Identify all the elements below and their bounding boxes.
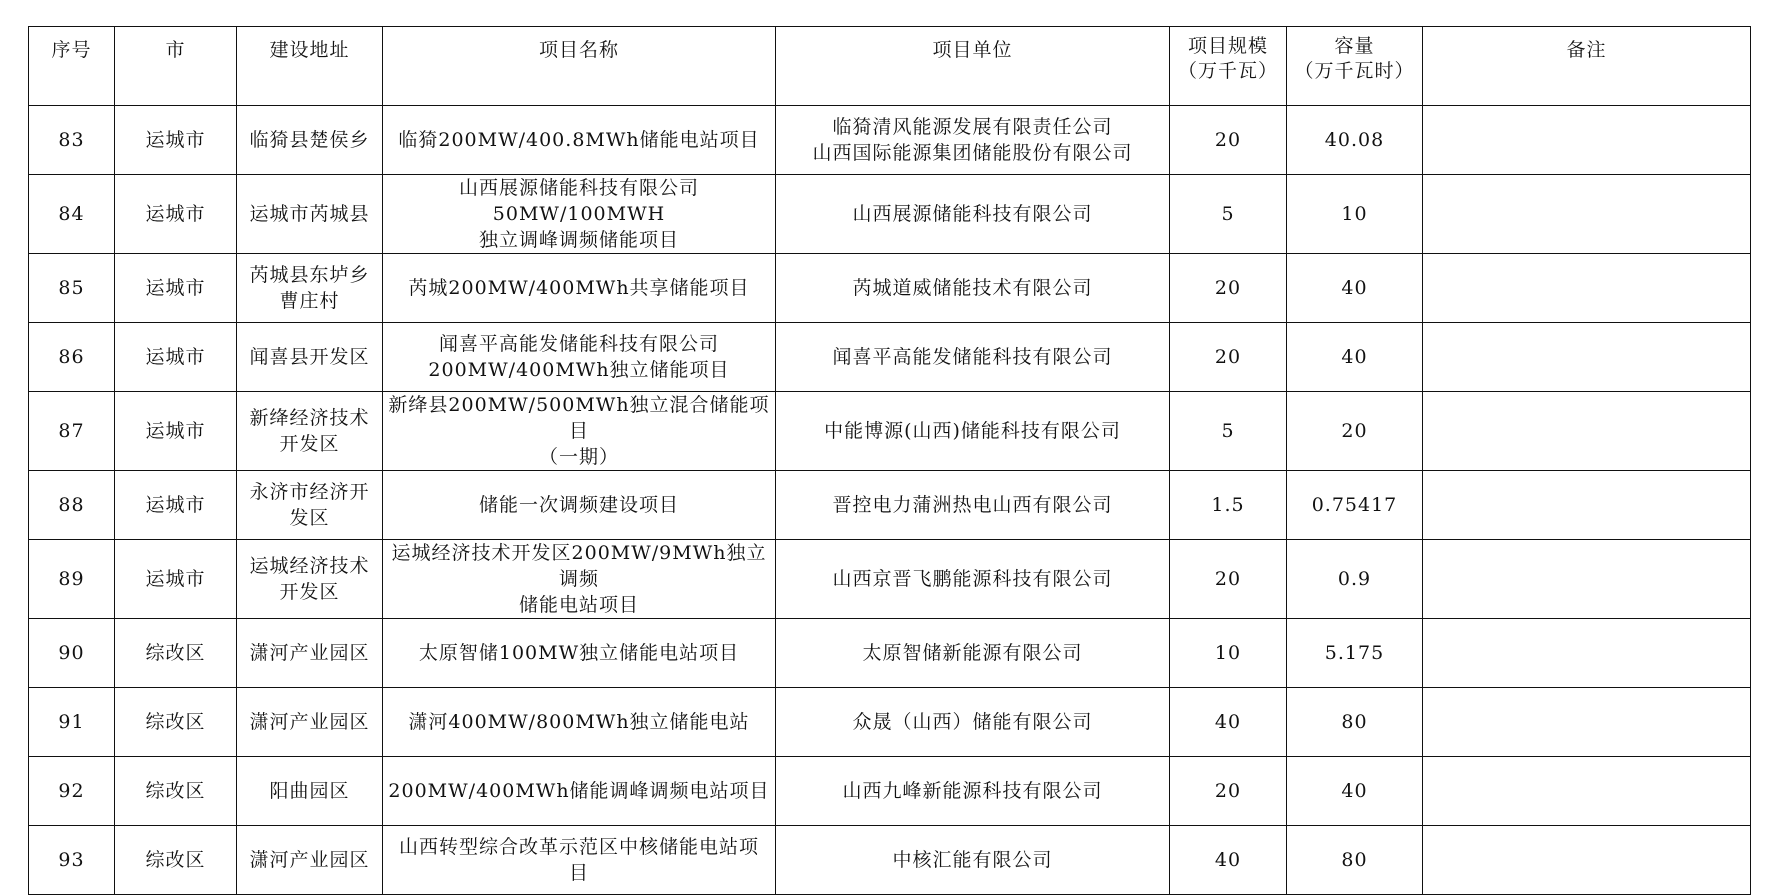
table-header (29, 27, 1751, 106)
cell-index (29, 826, 115, 895)
table-row (29, 540, 1751, 619)
cell-city (115, 106, 237, 175)
table-row (29, 106, 1751, 175)
cell-remarks (1423, 757, 1751, 826)
table-row (29, 175, 1751, 254)
cell-text: 10 (1214, 642, 1242, 664)
table-row (29, 323, 1751, 392)
cell-project-company (776, 619, 1170, 688)
cell-text: 潇河产业园区 (249, 711, 370, 733)
cell-text: 新绛县200MW/500MWh独立混合储能项目 （一期） (388, 394, 770, 468)
cell-address (237, 757, 383, 826)
cell-text: 80 (1341, 711, 1368, 733)
cell-text: 山西九峰新能源科技有限公司 (842, 780, 1103, 802)
cell-index (29, 323, 115, 392)
cell-project-company (776, 323, 1170, 392)
cell-capacity (1287, 323, 1423, 392)
cell-text: 91 (58, 711, 85, 733)
cell-index (29, 471, 115, 540)
cell-index (29, 175, 115, 254)
cell-text: 83 (58, 129, 85, 151)
cell-capacity (1287, 471, 1423, 540)
cell-text: 20 (1214, 780, 1242, 802)
cell-project-company (776, 540, 1170, 619)
cell-project-name (383, 175, 776, 254)
project-table-sheet (28, 26, 1750, 895)
cell-remarks (1423, 254, 1751, 323)
cell-project-company (776, 254, 1170, 323)
cell-text: 综改区 (145, 711, 206, 733)
cell-address (237, 392, 383, 471)
cell-scale (1170, 757, 1287, 826)
table-row (29, 688, 1751, 757)
cell-project-company (776, 175, 1170, 254)
cell-text: 运城市 (145, 494, 206, 516)
cell-text: 芮城道威储能技术有限公司 (852, 277, 1093, 299)
table-row (29, 471, 1751, 540)
cell-scale (1170, 471, 1287, 540)
cell-text: 20 (1341, 420, 1368, 442)
cell-capacity (1287, 392, 1423, 471)
cell-text: 晋控电力蒲洲热电山西有限公司 (832, 494, 1113, 516)
cell-text: 太原智储100MW独立储能电站项目 (418, 642, 740, 664)
cell-remarks (1423, 175, 1751, 254)
cell-address (237, 323, 383, 392)
cell-project-name (383, 757, 776, 826)
cell-address (237, 540, 383, 619)
cell-text: 综改区 (145, 849, 206, 871)
cell-text: 潇河产业园区 (249, 642, 370, 664)
cell-project-company (776, 826, 1170, 895)
cell-scale (1170, 254, 1287, 323)
cell-text: 运城市 (145, 277, 206, 299)
cell-text: 40 (1214, 849, 1242, 871)
cell-remarks (1423, 826, 1751, 895)
cell-project-company (776, 471, 1170, 540)
cell-project-name (383, 540, 776, 619)
cell-text: 40 (1341, 780, 1368, 802)
cell-index (29, 254, 115, 323)
cell-capacity (1287, 757, 1423, 826)
cell-text: 5.175 (1324, 642, 1385, 664)
cell-project-name (383, 106, 776, 175)
cell-text: 中核汇能有限公司 (892, 849, 1053, 871)
header-label: 项目规模 （万千瓦） (1177, 35, 1278, 82)
cell-index (29, 392, 115, 471)
cell-capacity (1287, 619, 1423, 688)
cell-city (115, 254, 237, 323)
cell-project-name (383, 471, 776, 540)
cell-address (237, 826, 383, 895)
cell-city (115, 175, 237, 254)
table-row (29, 392, 1751, 471)
cell-index (29, 540, 115, 619)
cell-project-name (383, 688, 776, 757)
header-label: 建设地址 (269, 39, 350, 61)
header-label: 备注 (1566, 39, 1607, 61)
cell-text: 5 (1221, 203, 1235, 225)
cell-capacity (1287, 254, 1423, 323)
cell-city (115, 540, 237, 619)
cell-text: 40 (1341, 346, 1368, 368)
cell-city (115, 471, 237, 540)
cell-text: 新绛经济技术 开发区 (249, 407, 370, 455)
cell-text: 80 (1341, 849, 1368, 871)
cell-text: 临猗县楚侯乡 (249, 129, 370, 151)
cell-text: 20 (1214, 346, 1242, 368)
cell-city (115, 688, 237, 757)
cell-text: 临猗200MW/400.8MWh储能电站项目 (398, 129, 760, 151)
cell-text: 永济市经济开 发区 (249, 481, 370, 529)
header-project-company (776, 27, 1170, 106)
cell-city (115, 757, 237, 826)
header-label: 项目单位 (932, 39, 1013, 61)
header-remarks (1423, 27, 1751, 106)
cell-remarks (1423, 323, 1751, 392)
cell-text: 综改区 (145, 780, 206, 802)
cell-text: 88 (58, 494, 85, 516)
cell-text: 潇河产业园区 (249, 849, 370, 871)
cell-text: 综改区 (145, 642, 206, 664)
cell-text: 运城经济技术开发区200MW/9MWh独立调频 储能电站项目 (391, 542, 767, 616)
header-label: 容量 （万千瓦时） (1294, 35, 1415, 82)
cell-remarks (1423, 619, 1751, 688)
cell-city (115, 619, 237, 688)
cell-city (115, 392, 237, 471)
cell-text: 10 (1341, 203, 1368, 225)
header-row (29, 27, 1751, 106)
cell-text: 山西展源储能科技有限公司 (852, 203, 1093, 225)
cell-text: 闻喜平高能发储能科技有限公司 (832, 346, 1113, 368)
cell-text: 运城市 (145, 129, 206, 151)
cell-text: 运城经济技术 开发区 (249, 555, 370, 603)
cell-capacity (1287, 540, 1423, 619)
cell-capacity (1287, 106, 1423, 175)
cell-text: 87 (58, 420, 85, 442)
cell-text: 芮城200MW/400MWh共享储能项目 (408, 277, 750, 299)
cell-index (29, 757, 115, 826)
cell-scale (1170, 688, 1287, 757)
cell-index (29, 106, 115, 175)
cell-text: 86 (58, 346, 85, 368)
table-row (29, 757, 1751, 826)
header-label: 序号 (51, 39, 92, 61)
cell-project-name (383, 392, 776, 471)
cell-text: 20 (1214, 277, 1242, 299)
cell-text: 山西转型综合改革示范区中核储能电站项 目 (398, 836, 759, 884)
cell-scale (1170, 106, 1287, 175)
cell-text: 潇河400MW/800MWh独立储能电站 (408, 711, 750, 733)
cell-text: 运城市 (145, 420, 206, 442)
cell-text: 1.5 (1211, 494, 1245, 516)
header-scale (1170, 27, 1287, 106)
cell-index (29, 619, 115, 688)
cell-text: 89 (58, 568, 85, 590)
cell-capacity (1287, 826, 1423, 895)
cell-project-name (383, 254, 776, 323)
cell-text: 储能一次调频建设项目 (478, 494, 679, 516)
cell-project-company (776, 392, 1170, 471)
cell-text: 20 (1214, 129, 1242, 151)
cell-city (115, 826, 237, 895)
cell-text: 运城市 (145, 346, 206, 368)
cell-remarks (1423, 392, 1751, 471)
cell-address (237, 471, 383, 540)
cell-address (237, 106, 383, 175)
cell-text: 太原智储新能源有限公司 (862, 642, 1083, 664)
cell-text: 40 (1214, 711, 1242, 733)
cell-text: 200MW/400MWh储能调峰调频电站项目 (388, 780, 770, 802)
cell-text: 众晟（山西）储能有限公司 (852, 711, 1093, 733)
cell-text: 山西京晋飞鹏能源科技有限公司 (832, 568, 1113, 590)
cell-text: 0.9 (1337, 568, 1372, 590)
table-row (29, 826, 1751, 895)
cell-scale (1170, 619, 1287, 688)
cell-remarks (1423, 471, 1751, 540)
cell-text: 85 (58, 277, 85, 299)
cell-text: 92 (58, 780, 85, 802)
cell-text: 90 (58, 642, 85, 664)
cell-scale (1170, 323, 1287, 392)
cell-scale (1170, 175, 1287, 254)
table-row (29, 254, 1751, 323)
cell-project-company (776, 106, 1170, 175)
cell-scale (1170, 540, 1287, 619)
cell-text: 20 (1214, 568, 1242, 590)
header-index (29, 27, 115, 106)
header-address (237, 27, 383, 106)
cell-text: 0.75417 (1311, 494, 1398, 516)
cell-text: 运城市芮城县 (249, 203, 370, 225)
storage-project-table (28, 26, 1751, 895)
cell-text: 40 (1341, 277, 1368, 299)
cell-text: 阳曲园区 (269, 780, 350, 802)
cell-project-company (776, 757, 1170, 826)
cell-capacity (1287, 175, 1423, 254)
cell-text: 临猗清风能源发展有限责任公司 山西国际能源集团储能股份有限公司 (812, 116, 1133, 164)
cell-index (29, 688, 115, 757)
header-label: 项目名称 (538, 39, 619, 61)
cell-text: 运城市 (145, 203, 206, 225)
cell-text: 运城市 (145, 568, 206, 590)
cell-remarks (1423, 688, 1751, 757)
header-city (115, 27, 237, 106)
cell-text: 闻喜平高能发储能科技有限公司 200MW/400MWh独立储能项目 (428, 333, 730, 381)
table-row (29, 619, 1751, 688)
cell-address (237, 175, 383, 254)
cell-text: 93 (58, 849, 85, 871)
cell-text: 中能博源(山西)储能科技有限公司 (824, 420, 1121, 442)
cell-text: 山西展源储能科技有限公司50MW/100MWH 独立调峰调频储能项目 (458, 177, 699, 251)
cell-scale (1170, 392, 1287, 471)
cell-address (237, 688, 383, 757)
cell-text: 芮城县东垆乡 曹庄村 (249, 264, 370, 312)
cell-city (115, 323, 237, 392)
cell-project-company (776, 688, 1170, 757)
table-body (29, 106, 1751, 895)
header-capacity (1287, 27, 1423, 106)
cell-address (237, 254, 383, 323)
cell-remarks (1423, 106, 1751, 175)
cell-text: 闻喜县开发区 (249, 346, 370, 368)
cell-project-name (383, 826, 776, 895)
cell-text: 84 (58, 203, 85, 225)
cell-scale (1170, 826, 1287, 895)
header-project-name (383, 27, 776, 106)
cell-capacity (1287, 688, 1423, 757)
header-label: 市 (165, 39, 186, 61)
cell-project-name (383, 619, 776, 688)
cell-address (237, 619, 383, 688)
cell-text: 5 (1221, 420, 1235, 442)
cell-text: 40.08 (1324, 129, 1385, 151)
cell-project-name (383, 323, 776, 392)
cell-remarks (1423, 540, 1751, 619)
